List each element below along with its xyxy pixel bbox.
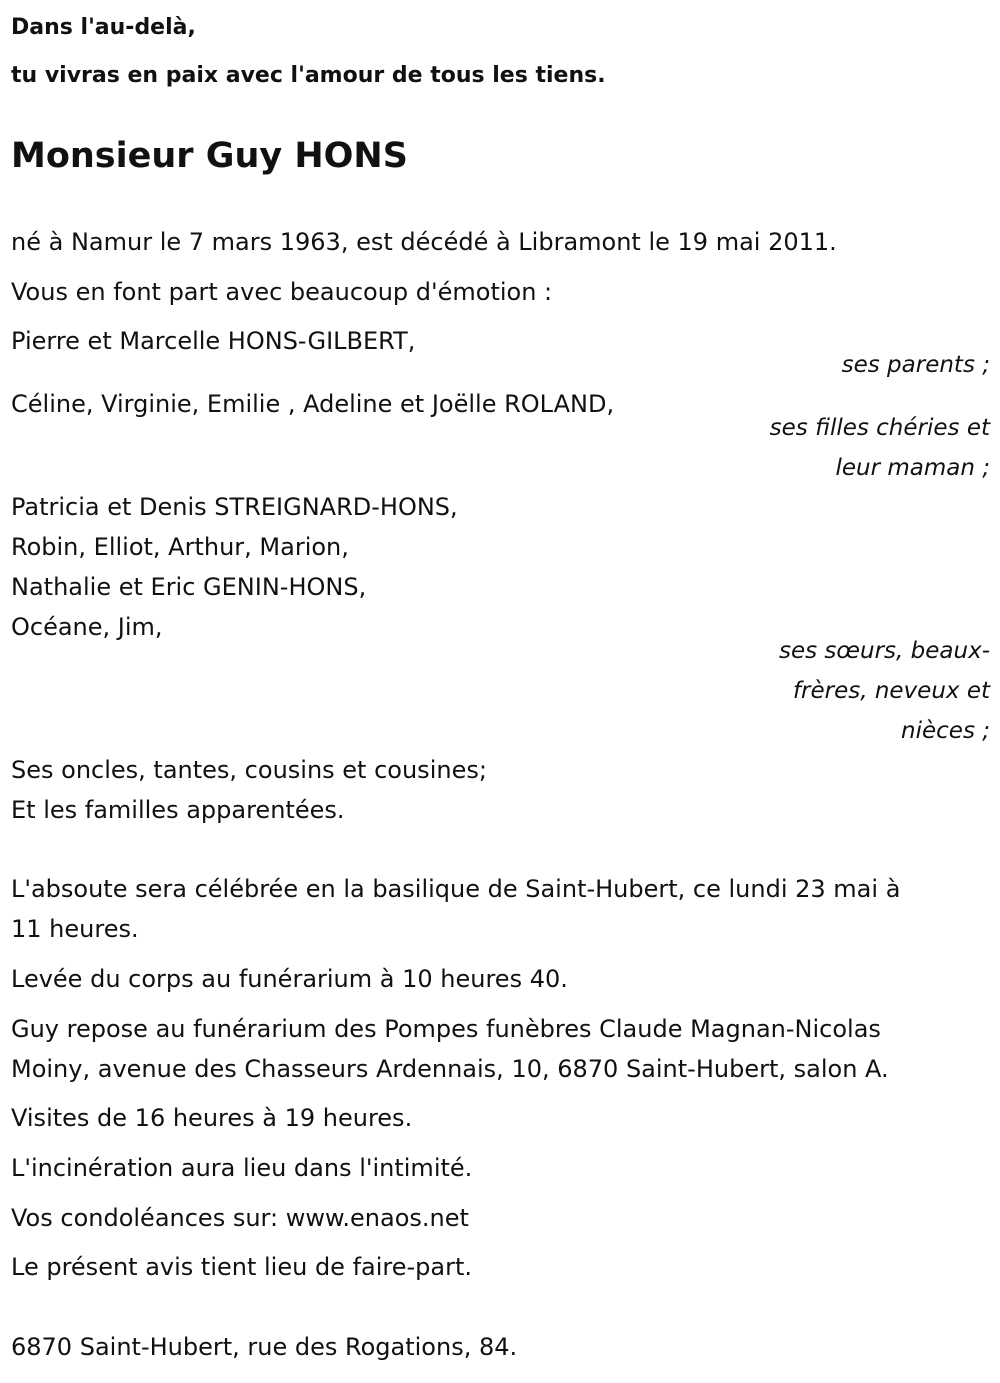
siblings-relation-line-3: nièces ; <box>901 718 990 744</box>
siblings-relation-line-2: frères, neveux et <box>792 678 990 704</box>
levee-du-corps: Levée du corps au funérarium à 10 heures 40. <box>11 965 568 993</box>
repose-line-1: Guy repose au funérarium des Pompes funèbres Claude Magnan-Nicolas <box>11 1015 881 1043</box>
daughters-relation-line-2: leur maman ; <box>835 455 990 481</box>
avis-note: Le présent avis tient lieu de faire-part. <box>11 1253 473 1281</box>
siblings-line-2: Robin, Elliot, Arthur, Marion, <box>11 533 349 561</box>
deceased-name: Monsieur Guy HONS <box>11 136 408 176</box>
epigraph-line-1: Dans l'au-delà, <box>11 15 196 40</box>
absoute-line-2: 11 heures. <box>11 915 139 943</box>
incineration-note: L'incinération aura lieu dans l'intimité. <box>11 1154 473 1182</box>
parents-names: Pierre et Marcelle HONS-GILBERT, <box>11 327 416 355</box>
epigraph-line-2: tu vivras en paix avec l'amour de tous les tiens. <box>11 63 606 88</box>
parents-relation: ses parents ; <box>841 352 990 378</box>
siblings-relation-line-1: ses sœurs, beaux- <box>778 638 990 664</box>
condolences-line: Vos condoléances sur: www.enaos.net <box>11 1204 469 1232</box>
extended-family-line-2: Et les familles apparentées. <box>11 796 345 824</box>
siblings-line-3: Nathalie et Eric GENIN-HONS, <box>11 573 367 601</box>
siblings-line-4: Océane, Jim, <box>11 613 163 641</box>
intro-text: Vous en font part avec beaucoup d'émotion : <box>11 278 553 306</box>
daughters-relation-line-1: ses filles chéries et <box>769 415 990 441</box>
extended-family-line-1: Ses oncles, tantes, cousins et cousines; <box>11 756 487 784</box>
daughters-names: Céline, Virginie, Emilie , Adeline et Joëlle ROLAND, <box>11 390 615 418</box>
absoute-line-1: L'absoute sera célébrée en la basilique de Saint-Hubert, ce lundi 23 mai à <box>11 875 901 903</box>
siblings-line-1: Patricia et Denis STREIGNARD-HONS, <box>11 493 458 521</box>
visiting-hours: Visites de 16 heures à 19 heures. <box>11 1104 413 1132</box>
repose-line-2: Moiny, avenue des Chasseurs Ardennais, 10, 6870 Saint-Hubert, salon A. <box>11 1055 889 1083</box>
address-line: 6870 Saint-Hubert, rue des Rogations, 84. <box>11 1333 518 1361</box>
birth-death-text: né à Namur le 7 mars 1963, est décédé à Libramont le 19 mai 2011. <box>11 228 837 256</box>
